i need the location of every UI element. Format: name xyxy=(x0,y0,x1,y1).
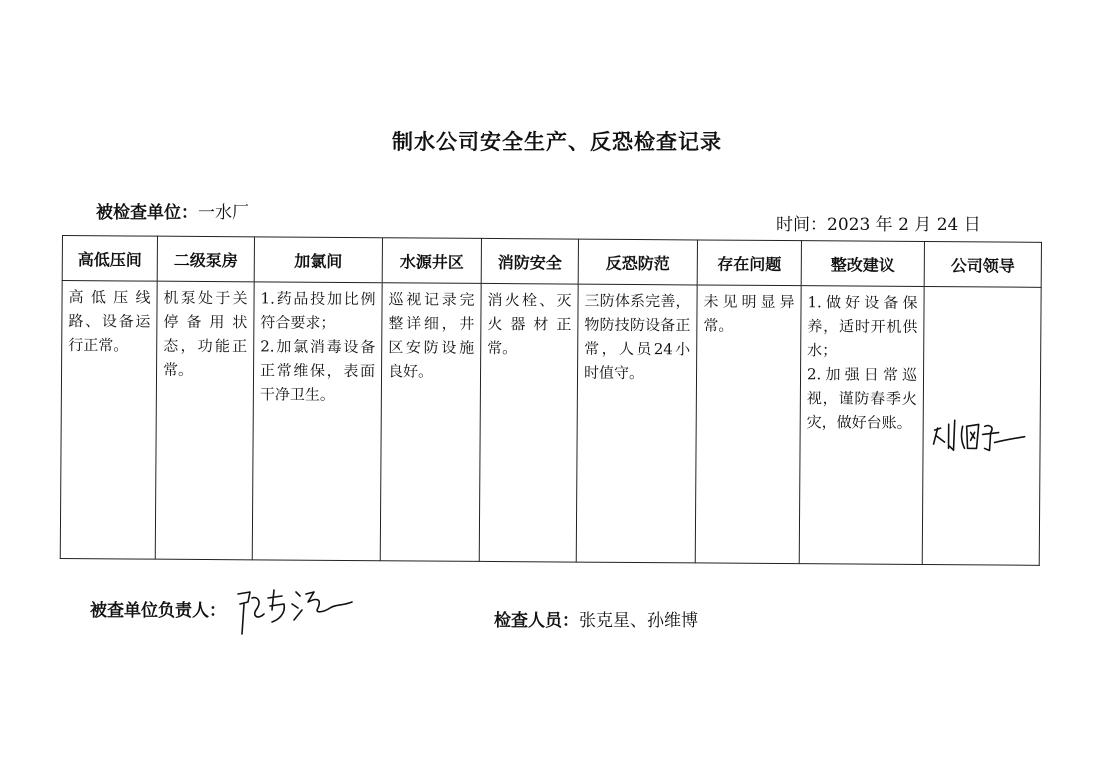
header-chlorination-room: 加氯间 xyxy=(254,237,382,283)
header-company-leader: 公司领导 xyxy=(924,242,1041,288)
header-rectification: 整改建议 xyxy=(801,241,924,287)
inspectors xyxy=(494,606,698,631)
cell-chlorination-room: 1.药品投加比例符合要求； 2.加氯消毒设备正常维保，表面干净卫生。 xyxy=(252,282,382,561)
cell-well-area: 巡视记录完整详细，井区安防设施良好。 xyxy=(380,283,481,562)
responsible-signature xyxy=(232,580,362,640)
header-fire-safety: 消防安全 xyxy=(481,238,578,284)
inspection-record-table xyxy=(60,235,1042,566)
table-header-row xyxy=(62,236,1041,288)
inspected-unit-line xyxy=(96,198,249,223)
inspectors-value: 张克星、孙维博 xyxy=(579,611,698,631)
leader-signature xyxy=(926,404,1036,465)
cell-company-leader xyxy=(922,287,1041,566)
header-anti-terror: 反恐防范 xyxy=(578,239,697,285)
cell-issues: 未见明显异常。 xyxy=(695,285,801,564)
header-pump-room: 二级泵房 xyxy=(157,236,254,282)
inspectors-label: 检查人员： xyxy=(494,611,579,631)
inspection-date: 时间：2023 年 2 月 24 日 xyxy=(776,215,981,235)
cell-rectification: 1.做好设备保养，适时开机供水； 2.加强日常巡视，谨防春季火灾，做好台账。 xyxy=(799,286,924,565)
header-hv-lv-room: 高低压间 xyxy=(62,236,157,282)
cell-fire-safety: 消火栓、灭火器材正常。 xyxy=(479,283,578,562)
document-title: 制水公司安全生产、反恐检查记录 xyxy=(392,130,722,154)
table-row xyxy=(60,281,1041,566)
header-well-area: 水源井区 xyxy=(382,238,481,284)
responsible-label: 被查单位负责人： xyxy=(90,601,226,621)
cell-hv-lv-room: 高低压线路、设备运行正常。 xyxy=(60,281,157,560)
cell-anti-terror: 三防体系完善，物防技防设备正常，人员24小时值守。 xyxy=(576,284,697,563)
cell-pump-room: 机泵处于关停备用状态，功能正常。 xyxy=(155,281,254,560)
responsible-person xyxy=(90,596,226,621)
inspected-unit-value: 一水厂 xyxy=(198,203,249,223)
inspected-unit-label: 被检查单位： xyxy=(96,203,198,223)
header-issues: 存在问题 xyxy=(697,240,801,286)
